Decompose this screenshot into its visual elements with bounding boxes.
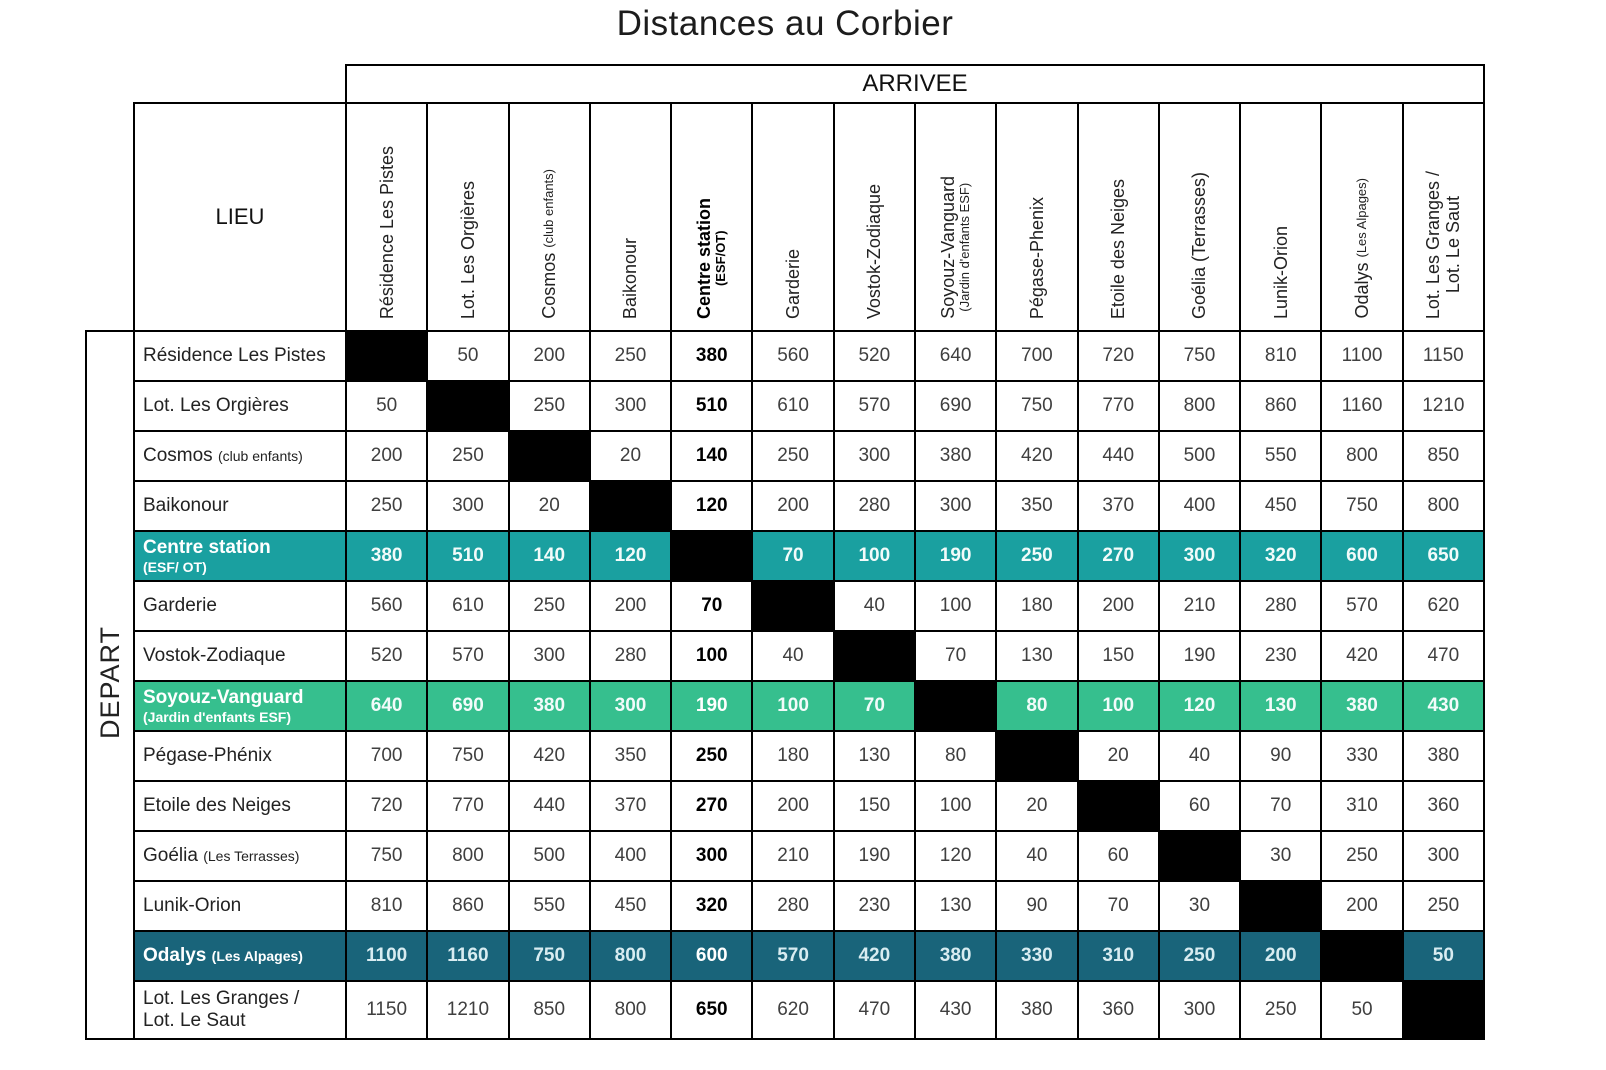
- table-row: [86, 831, 1484, 881]
- distance-cell: 80: [996, 681, 1077, 731]
- column-header: Goélia (Terrasses): [1159, 103, 1240, 331]
- distance-cell: 70: [671, 581, 752, 631]
- row-header: Lot. Les Granges / Lot. Le Saut: [134, 981, 346, 1039]
- distance-cell: 120: [590, 531, 671, 581]
- distance-cell: 1210: [1403, 381, 1484, 431]
- distance-cell: 420: [1321, 631, 1402, 681]
- distance-cell: 380: [346, 531, 427, 581]
- distance-cell: 70: [1240, 781, 1321, 831]
- row-header: Etoile des Neiges: [134, 781, 346, 831]
- distance-cell: 690: [427, 681, 508, 731]
- distance-cell: 640: [915, 331, 996, 381]
- row-header: Pégase-Phénix: [134, 731, 346, 781]
- distance-cell: 280: [590, 631, 671, 681]
- row-header: Soyouz-Vanguard (Jardin d'enfants ESF): [134, 681, 346, 731]
- distance-cell: 850: [509, 981, 590, 1039]
- distance-cell: 20: [1078, 731, 1159, 781]
- distance-cell: 60: [1159, 781, 1240, 831]
- distance-cell: 720: [1078, 331, 1159, 381]
- distance-cell: 310: [1078, 931, 1159, 981]
- diagonal-cell: [427, 381, 508, 431]
- distance-cell: 40: [1159, 731, 1240, 781]
- distance-cell: 440: [509, 781, 590, 831]
- distance-cell: 370: [1078, 481, 1159, 531]
- distance-cell: 200: [590, 581, 671, 631]
- table-row: [86, 681, 1484, 731]
- distance-cell: 510: [671, 381, 752, 431]
- table-row: [86, 931, 1484, 981]
- distance-cell: 100: [671, 631, 752, 681]
- distance-cell: 300: [915, 481, 996, 531]
- distance-cell: 860: [427, 881, 508, 931]
- distance-cell: 60: [1078, 831, 1159, 881]
- distance-cell: 190: [915, 531, 996, 581]
- distance-cell: 810: [346, 881, 427, 931]
- diagonal-cell: [590, 481, 671, 531]
- distance-cell: 360: [1403, 781, 1484, 831]
- distance-cell: 40: [752, 631, 833, 681]
- distance-cell: 560: [346, 581, 427, 631]
- column-header: Centre station (ESF/OT): [671, 103, 752, 331]
- distance-cell: 1150: [1403, 331, 1484, 381]
- distance-cell: 200: [752, 781, 833, 831]
- distance-cell: 20: [509, 481, 590, 531]
- row-header: Lunik-Orion: [134, 881, 346, 931]
- distance-cell: 470: [834, 981, 915, 1039]
- distance-cell: 90: [996, 881, 1077, 931]
- diagonal-cell: [1078, 781, 1159, 831]
- distance-cell: 370: [590, 781, 671, 831]
- distance-cell: 420: [996, 431, 1077, 481]
- distance-cell: 750: [996, 381, 1077, 431]
- table-row: [86, 581, 1484, 631]
- distance-cell: 100: [915, 781, 996, 831]
- distance-cell: 400: [590, 831, 671, 881]
- distance-cell: 200: [1240, 931, 1321, 981]
- distance-cell: 320: [671, 881, 752, 931]
- distance-cell: 200: [346, 431, 427, 481]
- diagonal-cell: [1240, 881, 1321, 931]
- table-row: [86, 881, 1484, 931]
- distance-cell: 250: [346, 481, 427, 531]
- distance-cell: 20: [996, 781, 1077, 831]
- distance-cell: 750: [1159, 331, 1240, 381]
- distance-cell: 300: [590, 381, 671, 431]
- row-header: Odalys (Les Alpages): [134, 931, 346, 981]
- distance-cell: 550: [509, 881, 590, 931]
- distance-cell: 130: [834, 731, 915, 781]
- distance-cell: 210: [752, 831, 833, 881]
- distance-cell: 40: [834, 581, 915, 631]
- table-row: [86, 731, 1484, 781]
- distance-cell: 250: [996, 531, 1077, 581]
- column-header: Pégase-Phenix: [996, 103, 1077, 331]
- distance-cell: 350: [590, 731, 671, 781]
- distance-cell: 250: [509, 381, 590, 431]
- distance-cell: 800: [427, 831, 508, 881]
- distance-table: [85, 64, 1485, 1040]
- distance-cell: 130: [1240, 681, 1321, 731]
- distance-cell: 130: [915, 881, 996, 931]
- column-header: Cosmos (club enfants): [509, 103, 590, 331]
- distance-cell: 120: [915, 831, 996, 881]
- diagonal-cell: [671, 531, 752, 581]
- distance-cell: 80: [915, 731, 996, 781]
- distance-cell: 250: [752, 431, 833, 481]
- distance-cell: 280: [834, 481, 915, 531]
- distance-cell: 70: [752, 531, 833, 581]
- distance-cell: 860: [1240, 381, 1321, 431]
- distance-cell: 600: [1321, 531, 1402, 581]
- distance-cell: 250: [509, 581, 590, 631]
- distance-cell: 620: [752, 981, 833, 1039]
- distance-cell: 380: [509, 681, 590, 731]
- distance-cell: 30: [1159, 881, 1240, 931]
- distance-cell: 250: [427, 431, 508, 481]
- distance-cell: 810: [1240, 331, 1321, 381]
- distance-cell: 250: [1321, 831, 1402, 881]
- distance-cell: 50: [1403, 931, 1484, 981]
- distance-matrix: [85, 64, 1485, 1040]
- distance-cell: 570: [834, 381, 915, 431]
- distance-cell: 250: [590, 331, 671, 381]
- distance-cell: 150: [1078, 631, 1159, 681]
- diagonal-cell: [1403, 981, 1484, 1039]
- distance-cell: 270: [671, 781, 752, 831]
- distance-cell: 200: [1078, 581, 1159, 631]
- distance-cell: 500: [509, 831, 590, 881]
- distance-cell: 300: [834, 431, 915, 481]
- distance-cell: 520: [834, 331, 915, 381]
- distance-cell: 610: [752, 381, 833, 431]
- distance-cell: 20: [590, 431, 671, 481]
- table-row: [86, 781, 1484, 831]
- distance-cell: 190: [671, 681, 752, 731]
- distance-cell: 800: [590, 931, 671, 981]
- distance-cell: 300: [1159, 531, 1240, 581]
- distance-cell: 300: [671, 831, 752, 881]
- column-header: Etoile des Neiges: [1078, 103, 1159, 331]
- distance-cell: 690: [915, 381, 996, 431]
- distance-cell: 450: [1240, 481, 1321, 531]
- distance-cell: 70: [834, 681, 915, 731]
- distance-cell: 100: [915, 581, 996, 631]
- distance-cell: 190: [1159, 631, 1240, 681]
- distance-cell: 360: [1078, 981, 1159, 1039]
- distance-cell: 570: [427, 631, 508, 681]
- distance-cell: 1160: [1321, 381, 1402, 431]
- distance-cell: 850: [1403, 431, 1484, 481]
- row-header: Résidence Les Pistes: [134, 331, 346, 381]
- column-header: Lot. Les Granges / Lot. Le Saut: [1403, 103, 1484, 331]
- distance-cell: 300: [427, 481, 508, 531]
- distance-cell: 750: [346, 831, 427, 881]
- table-row: [86, 981, 1484, 1039]
- arrivee-header: ARRIVEE: [346, 65, 1484, 103]
- diagonal-cell: [1321, 931, 1402, 981]
- table-row: [86, 431, 1484, 481]
- distance-cell: 700: [996, 331, 1077, 381]
- diagonal-cell: [346, 331, 427, 381]
- column-header: Lunik-Orion: [1240, 103, 1321, 331]
- distance-cell: 570: [752, 931, 833, 981]
- distance-cell: 200: [509, 331, 590, 381]
- depart-header: DEPART: [86, 331, 134, 1039]
- distance-cell: 650: [1403, 531, 1484, 581]
- distance-cell: 750: [1321, 481, 1402, 531]
- row-header: Lot. Les Orgières: [134, 381, 346, 431]
- distance-cell: 400: [1159, 481, 1240, 531]
- table-row: [86, 481, 1484, 531]
- distance-cell: 50: [346, 381, 427, 431]
- distance-cell: 770: [427, 781, 508, 831]
- distance-cell: 470: [1403, 631, 1484, 681]
- table-row: [86, 531, 1484, 581]
- distance-cell: 750: [509, 931, 590, 981]
- distance-cell: 250: [1240, 981, 1321, 1039]
- distance-cell: 440: [1078, 431, 1159, 481]
- distance-cell: 570: [1321, 581, 1402, 631]
- column-header: Baikonour: [590, 103, 671, 331]
- distance-cell: 610: [427, 581, 508, 631]
- distance-cell: 250: [1403, 881, 1484, 931]
- column-header: Odalys (Les Alpages): [1321, 103, 1402, 331]
- distance-cell: 210: [1159, 581, 1240, 631]
- diagonal-cell: [996, 731, 1077, 781]
- distance-cell: 70: [915, 631, 996, 681]
- distance-cell: 300: [590, 681, 671, 731]
- distance-cell: 800: [1403, 481, 1484, 531]
- distance-cell: 120: [1159, 681, 1240, 731]
- column-header: Soyouz-Vanguard (Jardin d'enfants ESF): [915, 103, 996, 331]
- distance-cell: 650: [671, 981, 752, 1039]
- distance-cell: 280: [752, 881, 833, 931]
- distance-cell: 230: [834, 881, 915, 931]
- distance-cell: 300: [1159, 981, 1240, 1039]
- distance-cell: 120: [671, 481, 752, 531]
- column-header: Garderie: [752, 103, 833, 331]
- table-row: [86, 381, 1484, 431]
- distance-cell: 420: [834, 931, 915, 981]
- distance-cell: 100: [752, 681, 833, 731]
- distance-cell: 1100: [1321, 331, 1402, 381]
- distance-cell: 800: [1159, 381, 1240, 431]
- distance-cell: 450: [590, 881, 671, 931]
- distance-cell: 250: [671, 731, 752, 781]
- distance-cell: 600: [671, 931, 752, 981]
- distance-cell: 70: [1078, 881, 1159, 931]
- distance-cell: 310: [1321, 781, 1402, 831]
- distance-cell: 250: [1159, 931, 1240, 981]
- distance-cell: 270: [1078, 531, 1159, 581]
- table-row: [86, 631, 1484, 681]
- distance-cell: 140: [671, 431, 752, 481]
- distance-cell: 30: [1240, 831, 1321, 881]
- table-row: [86, 331, 1484, 381]
- distance-cell: 700: [346, 731, 427, 781]
- distance-cell: 720: [346, 781, 427, 831]
- diagonal-cell: [752, 581, 833, 631]
- distance-cell: 380: [915, 431, 996, 481]
- distance-cell: 140: [509, 531, 590, 581]
- distance-cell: 1210: [427, 981, 508, 1039]
- distance-cell: 500: [1159, 431, 1240, 481]
- distance-cell: 200: [752, 481, 833, 531]
- distance-cell: 350: [996, 481, 1077, 531]
- distance-cell: 1160: [427, 931, 508, 981]
- distance-cell: 150: [834, 781, 915, 831]
- row-header: Cosmos (club enfants): [134, 431, 346, 481]
- column-header: Lot. Les Orgières: [427, 103, 508, 331]
- distance-cell: 520: [346, 631, 427, 681]
- distance-cell: 100: [834, 531, 915, 581]
- distance-cell: 320: [1240, 531, 1321, 581]
- diagonal-cell: [1159, 831, 1240, 881]
- distance-cell: 430: [1403, 681, 1484, 731]
- distance-cell: 330: [1321, 731, 1402, 781]
- distance-cell: 800: [1321, 431, 1402, 481]
- lieu-header: LIEU: [134, 103, 346, 331]
- page-title: Distances au Corbier: [616, 4, 954, 43]
- distance-cell: 380: [1321, 681, 1402, 731]
- distance-cell: 380: [671, 331, 752, 381]
- distance-cell: 430: [915, 981, 996, 1039]
- distance-cell: 190: [834, 831, 915, 881]
- distance-cell: 380: [1403, 731, 1484, 781]
- distance-cell: 330: [996, 931, 1077, 981]
- distance-cell: 50: [1321, 981, 1402, 1039]
- diagonal-cell: [834, 631, 915, 681]
- row-header: Garderie: [134, 581, 346, 631]
- distance-cell: 620: [1403, 581, 1484, 631]
- distance-cell: 420: [509, 731, 590, 781]
- distance-cell: 200: [1321, 881, 1402, 931]
- distance-cell: 90: [1240, 731, 1321, 781]
- column-header: Vostok-Zodiaque: [834, 103, 915, 331]
- distance-cell: 100: [1078, 681, 1159, 731]
- distance-cell: 380: [996, 981, 1077, 1039]
- row-header: Centre station (ESF/ OT): [134, 531, 346, 581]
- distance-cell: 180: [752, 731, 833, 781]
- row-header: Baikonour: [134, 481, 346, 531]
- row-header: Goélia (Les Terrasses): [134, 831, 346, 881]
- distance-cell: 510: [427, 531, 508, 581]
- distance-cell: 1150: [346, 981, 427, 1039]
- distance-cell: 40: [996, 831, 1077, 881]
- diagonal-cell: [509, 431, 590, 481]
- distance-cell: 1100: [346, 931, 427, 981]
- distance-cell: 180: [996, 581, 1077, 631]
- distance-cell: 280: [1240, 581, 1321, 631]
- row-header: Vostok-Zodiaque: [134, 631, 346, 681]
- distance-cell: 300: [509, 631, 590, 681]
- column-header: Résidence Les Pistes: [346, 103, 427, 331]
- distance-cell: 50: [427, 331, 508, 381]
- distance-cell: 380: [915, 931, 996, 981]
- distance-cell: 750: [427, 731, 508, 781]
- diagonal-cell: [915, 681, 996, 731]
- distance-cell: 560: [752, 331, 833, 381]
- distance-cell: 800: [590, 981, 671, 1039]
- distance-cell: 770: [1078, 381, 1159, 431]
- distance-cell: 640: [346, 681, 427, 731]
- distance-cell: 300: [1403, 831, 1484, 881]
- distance-cell: 230: [1240, 631, 1321, 681]
- distance-cell: 550: [1240, 431, 1321, 481]
- distance-cell: 130: [996, 631, 1077, 681]
